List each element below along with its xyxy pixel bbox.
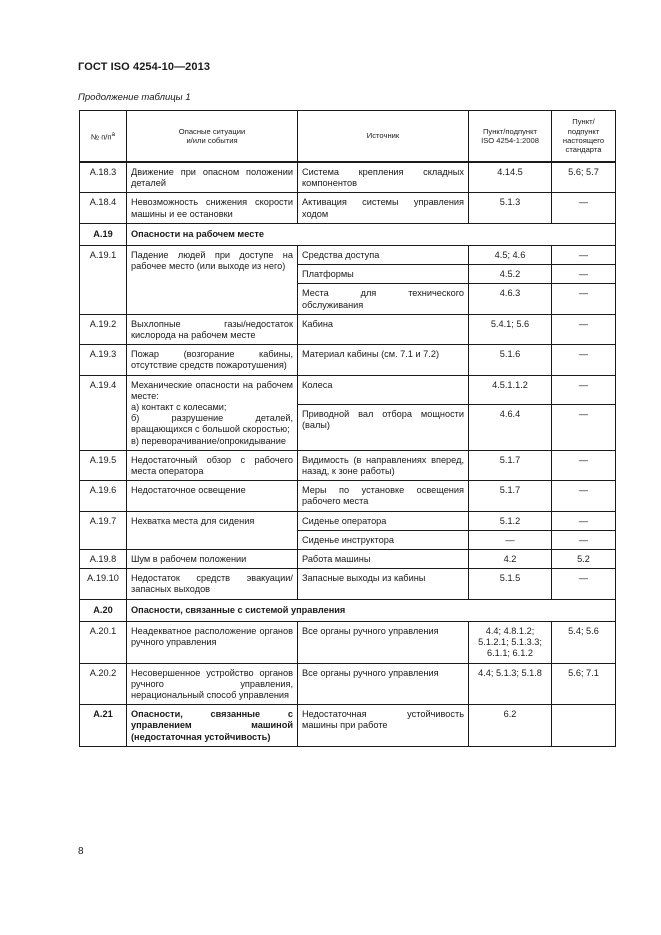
table-row (80, 511, 616, 530)
hazard-situation: Пожар (возгорание кабины, отсутствие средств пожаротушения) (127, 345, 298, 375)
table-row (80, 663, 616, 705)
page-number: 8 (78, 846, 84, 857)
hazard-situation: Механические опасности на рабочем месте: а) контакт с колесами; б) разрушение деталей, вращающихся с большой скоростью; в) переворачивание/опрокидывание (127, 375, 298, 450)
hazard-source: Работа машины (298, 550, 469, 569)
row-number: А.19.5 (80, 450, 127, 480)
hazard-source: Колеса (298, 375, 469, 404)
table-continuation-label: Продолжение таблицы 1 (78, 92, 191, 103)
std-clause: — (552, 284, 616, 314)
hazard-source: Активация системы управления ходом (298, 193, 469, 223)
table-row (80, 569, 616, 599)
header-source: Источник (298, 111, 469, 163)
std-clause: 5.2 (552, 550, 616, 569)
table-row (80, 314, 616, 344)
row-number: А.21 (80, 705, 127, 747)
row-number: А.19.10 (80, 569, 127, 599)
hazard-situation: Невозможность снижения скорости машины и ее остановки (127, 193, 298, 223)
hazard-source: Запасные выходы из кабины (298, 569, 469, 599)
hazard-situation: Недостаток средств эвакуации/запасных выходов (127, 569, 298, 599)
section-row (80, 599, 616, 621)
iso-clause: 5.1.3 (469, 193, 552, 223)
row-number: А.18.3 (80, 162, 127, 193)
iso-clause: 4.5.1.1.2 (469, 375, 552, 404)
iso-clause: 4.2 (469, 550, 552, 569)
table-row (80, 481, 616, 511)
hazard-situation: Движение при опасном положении деталей (127, 162, 298, 193)
hazard-situation: Несовершенное устройство органов ручного управления, нерациональный способ управления (127, 663, 298, 705)
table-row (80, 375, 616, 404)
iso-clause: 4.5.2 (469, 265, 552, 284)
iso-clause: 4.5; 4.6 (469, 246, 552, 265)
header-num: № $п/п^a$ (80, 111, 127, 163)
std-clause (552, 705, 616, 747)
hazard-situation: Неадекватное расположение органов ручного управления (127, 621, 298, 663)
iso-clause: 4.6.4 (469, 404, 552, 450)
row-number: А.19.2 (80, 314, 127, 344)
hazard-source: Платформы (298, 265, 469, 284)
row-number: А.19.3 (80, 345, 127, 375)
section-title: Опасности на рабочем месте (127, 223, 616, 245)
section-title: Опасности, связанные с системой управления (127, 599, 616, 621)
hazard-source: Кабина (298, 314, 469, 344)
std-clause: — (552, 375, 616, 404)
std-clause: — (552, 193, 616, 223)
hazard-source: Все органы ручного управления (298, 663, 469, 705)
hazard-situation: Выхлопные газы/недостаток кислорода на рабочем месте (127, 314, 298, 344)
hazard-source: Места для технического обслуживания (298, 284, 469, 314)
std-clause: — (552, 345, 616, 375)
hazard-source: Сиденье оператора (298, 511, 469, 530)
iso-clause: 5.1.5 (469, 569, 552, 599)
table-row (80, 450, 616, 480)
iso-clause: — (469, 530, 552, 549)
table-header-row (80, 111, 616, 163)
std-clause: — (552, 511, 616, 530)
hazard-situation: Падение людей при доступе на рабочее место (или выходе из него) (127, 246, 298, 315)
hazard-source: Средства доступа (298, 246, 469, 265)
std-clause: — (552, 481, 616, 511)
header-std-clause: Пункт/ подпункт настоящего стандарта (552, 111, 616, 163)
section-number: А.19 (80, 223, 127, 245)
row-number: А.19.1 (80, 246, 127, 315)
table-row (80, 705, 616, 747)
hazard-source: Видимость (в направлениях вперед, назад, к зоне работы) (298, 450, 469, 480)
iso-clause: 4.14.5 (469, 162, 552, 193)
table-row (80, 550, 616, 569)
hazard-source: Сиденье инструктора (298, 530, 469, 549)
section-number: А.20 (80, 599, 127, 621)
table-row (80, 345, 616, 375)
iso-clause: 5.1.2 (469, 511, 552, 530)
std-clause: — (552, 569, 616, 599)
row-number: А.19.4 (80, 375, 127, 450)
std-clause: 5.6; 5.7 (552, 162, 616, 193)
document-title: ГОСТ ISO 4254-10—2013 (78, 61, 211, 73)
iso-clause: 4.4; 5.1.3; 5.1.8 (469, 663, 552, 705)
table-row (80, 621, 616, 663)
std-clause: — (552, 404, 616, 450)
hazard-source: Материал кабины (см. 7.1 и 7.2) (298, 345, 469, 375)
std-clause: — (552, 450, 616, 480)
header-situation: Опасные ситуации и/или события (127, 111, 298, 163)
hazard-table (79, 110, 616, 747)
std-clause: — (552, 530, 616, 549)
table-row (80, 162, 616, 193)
row-number: А.20.2 (80, 663, 127, 705)
iso-clause: 5.4.1; 5.6 (469, 314, 552, 344)
hazard-source: Система крепления складных компонентов (298, 162, 469, 193)
table-row (80, 246, 616, 265)
table-row (80, 193, 616, 223)
std-clause: — (552, 246, 616, 265)
row-number: А.20.1 (80, 621, 127, 663)
iso-clause: 5.1.7 (469, 481, 552, 511)
header-iso-clause: Пункт/подпункт ISO 4254-1:2008 (469, 111, 552, 163)
iso-clause: 6.2 (469, 705, 552, 747)
row-number: А.19.6 (80, 481, 127, 511)
hazard-situation: Недостаточное освещение (127, 481, 298, 511)
hazard-source: Меры по установке освещения рабочего места (298, 481, 469, 511)
row-number: А.18.4 (80, 193, 127, 223)
section-row (80, 223, 616, 245)
std-clause: 5.6; 7.1 (552, 663, 616, 705)
hazard-situation: Опасности, связанные с управлением машиной (недостаточная устойчивость) (127, 705, 298, 747)
iso-clause: 4.4; 4.8.1.2; 5.1.2.1; 5.1.3.3; 6.1.1; 6.1.2 (469, 621, 552, 663)
hazard-source: Недостаточная устойчивость машины при работе (298, 705, 469, 747)
hazard-situation: Недостаточный обзор с рабочего места оператора (127, 450, 298, 480)
row-number: А.19.7 (80, 511, 127, 549)
std-clause: — (552, 314, 616, 344)
hazard-situation: Шум в рабочем положении (127, 550, 298, 569)
iso-clause: 5.1.7 (469, 450, 552, 480)
iso-clause: 5.1.6 (469, 345, 552, 375)
hazard-source: Все органы ручного управления (298, 621, 469, 663)
std-clause: 5.4; 5.6 (552, 621, 616, 663)
std-clause: — (552, 265, 616, 284)
row-number: А.19.8 (80, 550, 127, 569)
hazard-situation: Нехватка места для сидения (127, 511, 298, 549)
iso-clause: 4.6.3 (469, 284, 552, 314)
hazard-source: Приводной вал отбора мощности (валы) (298, 404, 469, 450)
